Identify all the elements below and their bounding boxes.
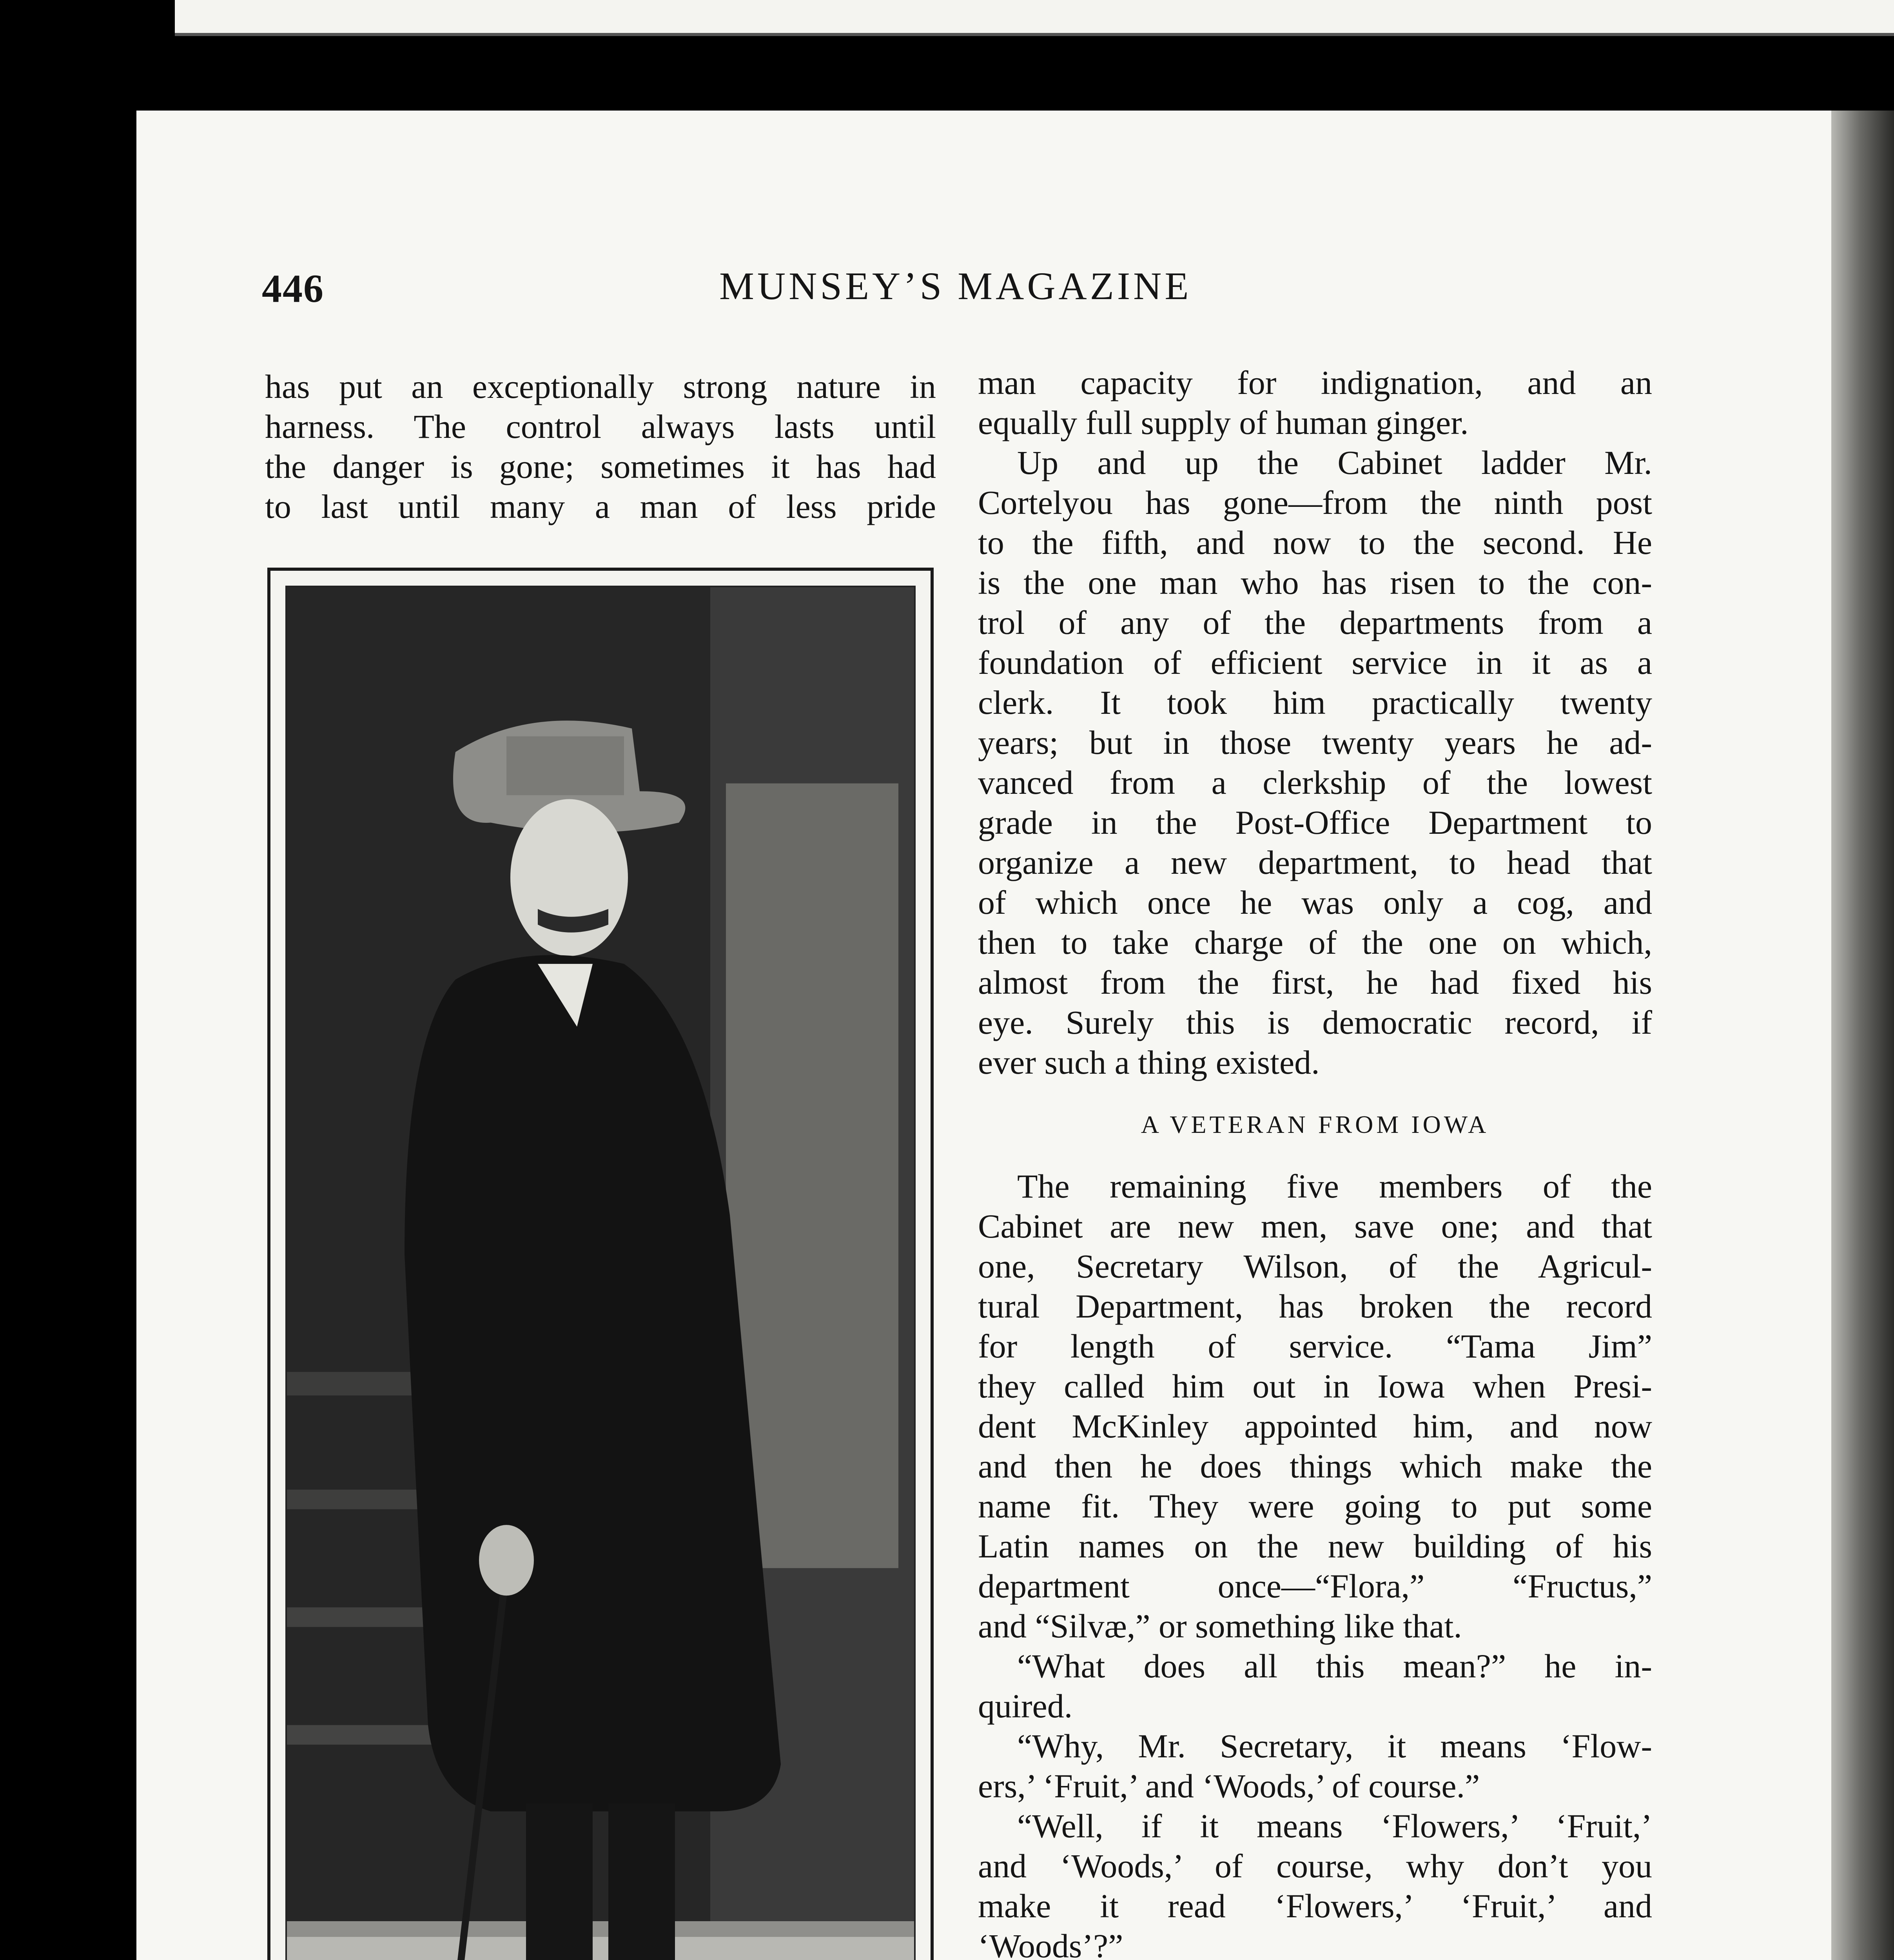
body-line: quired.	[978, 1687, 1073, 1725]
body-line: “What does all this mean?” he in-	[1017, 1647, 1652, 1685]
body-line: equally full supply of human ginger.	[978, 404, 1469, 441]
body-line: harness. The control always lasts until	[265, 408, 936, 445]
body-line: department once—“Flora,” “Fructus,”	[978, 1567, 1652, 1605]
body-line: and then he does things which make the	[978, 1447, 1652, 1485]
body-line: Up and up the Cabinet ladder Mr.	[1017, 444, 1652, 481]
standing-man-photo	[287, 587, 914, 1960]
body-line: to last until many a man of less pride	[265, 488, 936, 525]
body-line: name fit. They were going to put some	[978, 1487, 1652, 1525]
body-line: then to take charge of the one on which,	[978, 924, 1652, 961]
portrait-figure	[267, 568, 934, 1960]
portrait-photograph	[285, 586, 916, 1960]
body-line: Cabinet are new men, save one; and that	[978, 1207, 1652, 1245]
body-line: they called him out in Iowa when Presi-	[978, 1367, 1652, 1405]
body-line: man capacity for indignation, and an	[978, 364, 1652, 401]
previous-page-strip	[175, 0, 1894, 33]
body-line: organize a new department, to head that	[978, 844, 1652, 881]
page-number: 446	[262, 267, 324, 311]
body-line: foundation of efficient service in it as a	[978, 644, 1652, 681]
body-line: is the one man who has risen to the con-	[978, 564, 1652, 601]
body-line: ers,’ ‘Fruit,’ and ‘Woods,’ of course.”	[978, 1767, 1480, 1805]
body-line: has put an exceptionally strong nature in	[265, 368, 936, 405]
body-line: dent McKinley appointed him, and now	[978, 1407, 1652, 1445]
body-line: grade in the Post-Office Department to	[978, 804, 1652, 841]
body-line: “Well, if it means ‘Flowers,’ ‘Fruit,’	[1017, 1807, 1652, 1845]
body-line: The remaining five members of the	[1017, 1167, 1652, 1205]
body-line: trol of any of the departments from a	[978, 604, 1652, 641]
binding-gutter	[1831, 111, 1894, 1960]
body-line: years; but in those twenty years he ad-	[978, 724, 1652, 761]
body-line: vanced from a clerkship of the lowest	[978, 764, 1652, 801]
body-line: clerk. It took him practically twenty	[978, 684, 1652, 721]
body-line: eye. Surely this is democratic record, if	[978, 1004, 1652, 1041]
body-line: Latin names on the new building of his	[978, 1527, 1652, 1565]
body-line: ever such a thing existed.	[978, 1044, 1320, 1081]
body-line: and ‘Woods,’ of course, why don’t you	[978, 1847, 1652, 1885]
body-line: of which once he was only a cog, and	[978, 884, 1652, 921]
section-heading: A VETERAN FROM IOWA	[1141, 1111, 1489, 1138]
body-line: “Why, Mr. Secretary, it means ‘Flow-	[1017, 1727, 1652, 1765]
body-line: one, Secretary Wilson, of the Agricul-	[978, 1247, 1652, 1285]
body-line: to the fifth, and now to the second. He	[978, 524, 1652, 561]
body-line: tural Department, has broken the record	[978, 1287, 1652, 1325]
body-line: make it read ‘Flowers,’ ‘Fruit,’ and	[978, 1887, 1652, 1925]
body-line: for length of service. “Tama Jim”	[978, 1327, 1652, 1365]
body-line: ‘Woods’?”	[978, 1927, 1123, 1960]
body-line: Cortelyou has gone—from the ninth post	[978, 484, 1652, 521]
body-line: almost from the first, he had fixed his	[978, 964, 1652, 1001]
page-edge-line	[175, 33, 1894, 36]
running-head: MUNSEY’S MAGAZINE	[719, 264, 1192, 308]
body-line: the danger is gone; sometimes it has had	[265, 448, 936, 485]
body-line: and “Silvæ,” or something like that.	[978, 1607, 1462, 1645]
